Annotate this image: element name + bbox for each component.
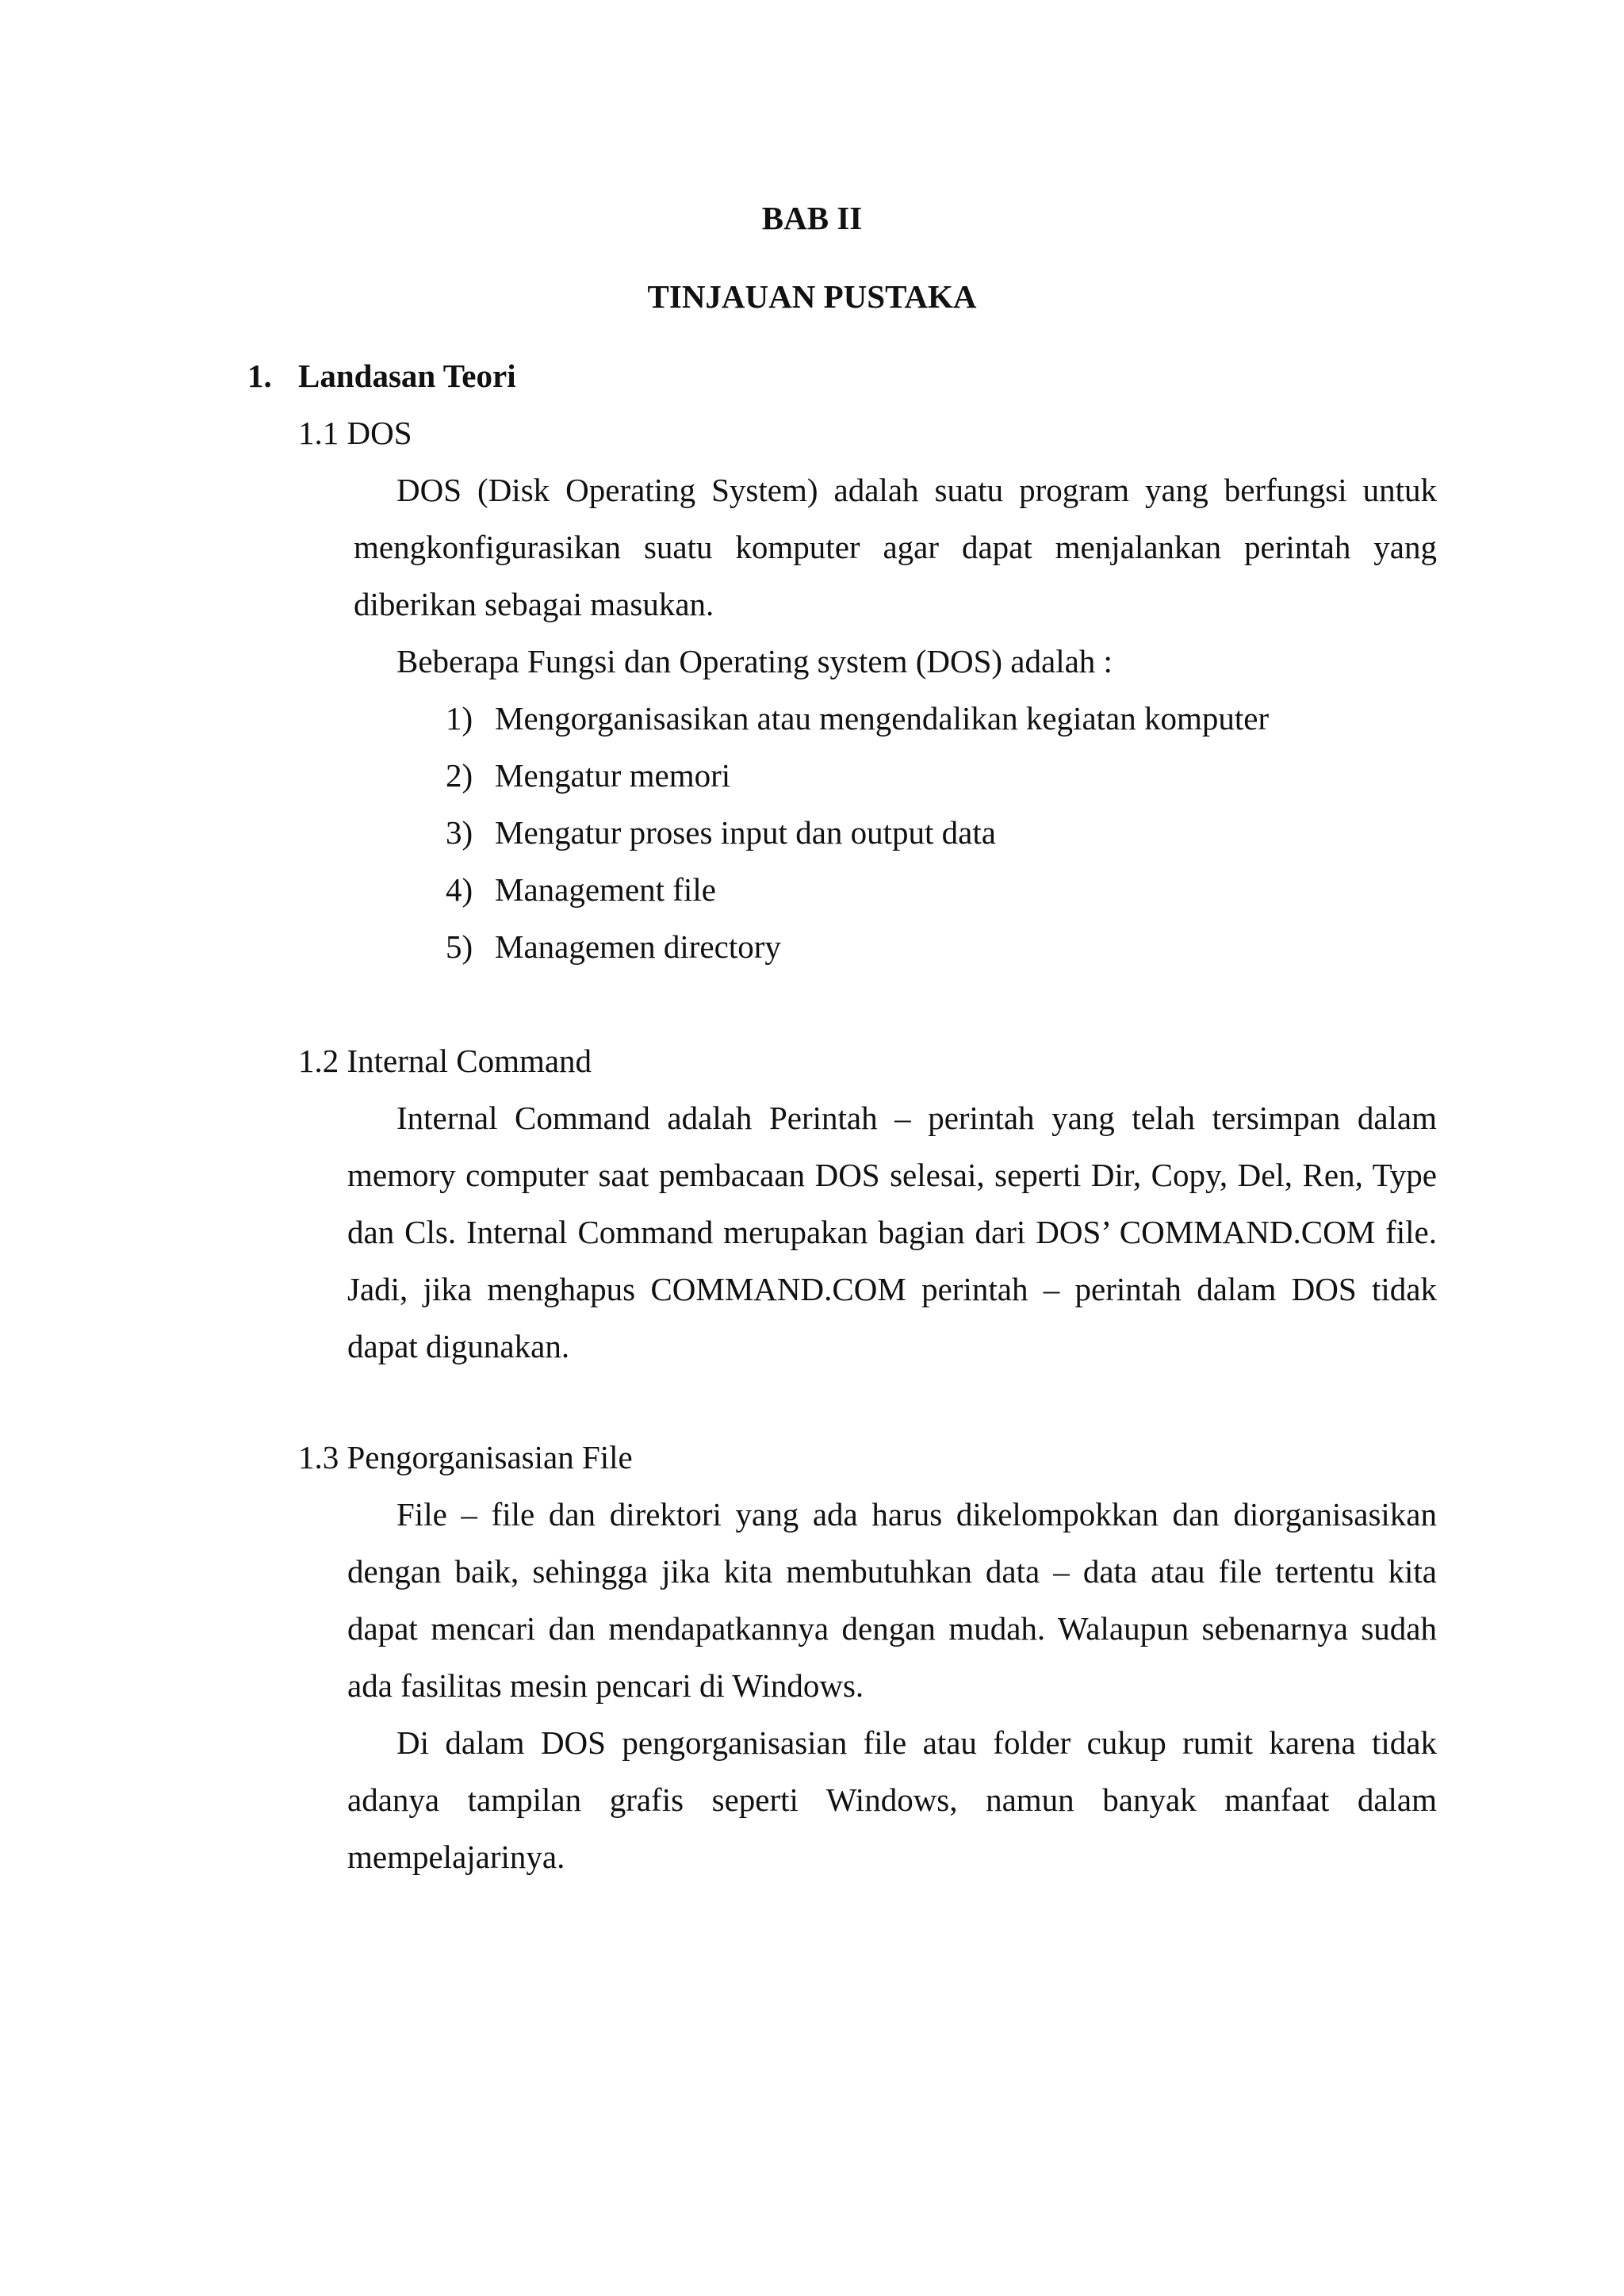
paragraph-line: diberikan sebagai masukan.	[354, 586, 714, 622]
section-number: 1.	[247, 358, 272, 394]
list-number: 5)	[446, 928, 473, 965]
paragraph-line: DOS (Disk Operating System) adalah suatu program yang berfungsi untuk	[396, 472, 1437, 508]
subsection-heading-file-organization: 1.3 Pengorganisasian File	[298, 1439, 633, 1475]
paragraph-line: memory computer saat pembacaan DOS selesai, seperti Dir, Copy, Del, Ren, Type	[347, 1157, 1437, 1193]
chapter-title: TINJAUAN PUSTAKA	[647, 278, 977, 315]
list-item: Management file	[495, 871, 716, 908]
list-item: Mengorganisasikan atau mengendalikan kegiatan komputer	[495, 700, 1270, 737]
paragraph-line: Di dalam DOS pengorganisasian file atau folder cukup rumit karena tidak	[396, 1724, 1437, 1761]
list-intro: Beberapa Fungsi dan Operating system (DOS) adalah :	[396, 643, 1113, 679]
chapter-label: BAB II	[761, 200, 863, 236]
paragraph-line: dapat mencari dan mendapatkannya dengan mudah. Walaupun sebenarnya sudah	[347, 1610, 1437, 1647]
subsection-heading-internal-command: 1.2 Internal Command	[298, 1043, 592, 1079]
paragraph-line: ada fasilitas mesin pencari di Windows.	[347, 1667, 864, 1704]
paragraph-line: dengan baik, sehingga jika kita membutuhkan data – data atau file tertentu kita	[347, 1553, 1437, 1590]
paragraph-line: dapat digunakan.	[347, 1328, 570, 1364]
subsection-heading-dos: 1.1 DOS	[298, 415, 412, 451]
list-item: Managemen directory	[495, 928, 781, 965]
section-title: Landasan Teori	[298, 358, 516, 394]
paragraph-line: Jadi, jika menghapus COMMAND.COM perintah – perintah dalam DOS tidak	[347, 1271, 1437, 1307]
list-item: Mengatur memori	[495, 757, 731, 794]
paragraph-line: adanya tampilan grafis seperti Windows, namun banyak manfaat dalam	[347, 1781, 1437, 1818]
list-item: Mengatur proses input dan output data	[495, 814, 996, 851]
list-number: 2)	[446, 757, 473, 794]
paragraph-line: mempelajarinya.	[347, 1839, 565, 1875]
paragraph-line: mengkonfigurasikan suatu komputer agar dapat menjalankan perintah yang	[354, 529, 1437, 565]
list-number: 1)	[446, 700, 473, 737]
paragraph-line: Internal Command adalah Perintah – perintah yang telah tersimpan dalam	[396, 1100, 1437, 1136]
list-number: 4)	[446, 871, 473, 908]
paragraph-line: dan Cls. Internal Command merupakan bagian dari DOS’ COMMAND.COM file.	[347, 1214, 1437, 1250]
paragraph-line: File – file dan direktori yang ada harus dikelompokkan dan diorganisasikan	[396, 1496, 1437, 1533]
list-number: 3)	[446, 814, 473, 851]
